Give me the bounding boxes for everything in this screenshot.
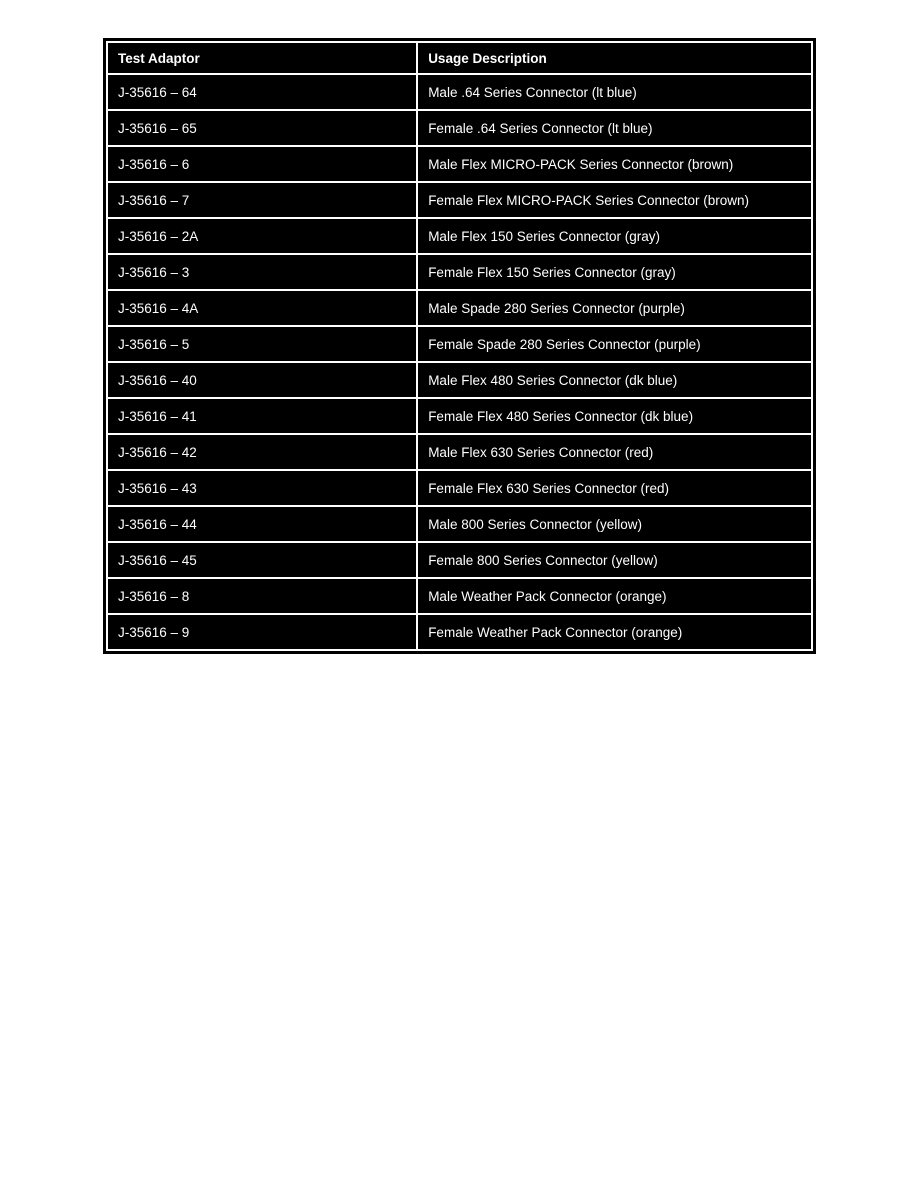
table-row [107,362,812,398]
test-adaptor-cell: J-35616 – 41 [107,398,417,434]
table-row [107,614,812,650]
usage-description-cell: Female 800 Series Connector (yellow) [417,542,812,578]
test-adaptor-cell: J-35616 – 9 [107,614,417,650]
table-row [107,218,812,254]
test-adaptor-cell: J-35616 – 44 [107,506,417,542]
usage-description-cell: Male Flex 480 Series Connector (dk blue) [417,362,812,398]
test-adaptor-cell: J-35616 – 45 [107,542,417,578]
table-header-row [107,42,812,74]
table-row [107,398,812,434]
test-adaptor-cell: J-35616 – 40 [107,362,417,398]
usage-description-cell: Female Flex 480 Series Connector (dk blue) [417,398,812,434]
usage-description-cell: Male .64 Series Connector (lt blue) [417,74,812,110]
usage-description-cell: Male Flex 630 Series Connector (red) [417,434,812,470]
test-adaptor-cell: J-35616 – 4A [107,290,417,326]
table-row [107,326,812,362]
usage-description-cell: Female Flex 150 Series Connector (gray) [417,254,812,290]
table-row [107,146,812,182]
usage-description-cell: Female .64 Series Connector (lt blue) [417,110,812,146]
table-row [107,434,812,470]
table-row [107,542,812,578]
usage-description-cell: Male Spade 280 Series Connector (purple) [417,290,812,326]
test-adaptor-cell: J-35616 – 65 [107,110,417,146]
test-adaptor-cell: J-35616 – 42 [107,434,417,470]
table-row [107,110,812,146]
usage-description-cell: Male 800 Series Connector (yellow) [417,506,812,542]
test-adaptor-cell: J-35616 – 3 [107,254,417,290]
test-adaptor-table [106,41,813,651]
table-row [107,254,812,290]
usage-description-cell: Male Flex MICRO-PACK Series Connector (brown) [417,146,812,182]
table-row [107,578,812,614]
test-adaptor-cell: J-35616 – 8 [107,578,417,614]
test-adaptor-cell: J-35616 – 64 [107,74,417,110]
table-body [107,74,812,650]
usage-description-cell: Female Flex MICRO-PACK Series Connector (brown) [417,182,812,218]
table-row [107,506,812,542]
test-adaptor-table-frame [103,38,816,654]
column-header-usage-description: Usage Description [417,42,812,74]
test-adaptor-cell: J-35616 – 7 [107,182,417,218]
table-row [107,74,812,110]
test-adaptor-cell: J-35616 – 5 [107,326,417,362]
usage-description-cell: Male Weather Pack Connector (orange) [417,578,812,614]
test-adaptor-cell: J-35616 – 2A [107,218,417,254]
usage-description-cell: Female Flex 630 Series Connector (red) [417,470,812,506]
table-row [107,182,812,218]
test-adaptor-cell: J-35616 – 6 [107,146,417,182]
usage-description-cell: Female Weather Pack Connector (orange) [417,614,812,650]
test-adaptor-cell: J-35616 – 43 [107,470,417,506]
table-row [107,290,812,326]
column-header-test-adaptor: Test Adaptor [107,42,417,74]
usage-description-cell: Male Flex 150 Series Connector (gray) [417,218,812,254]
table-row [107,470,812,506]
usage-description-cell: Female Spade 280 Series Connector (purple) [417,326,812,362]
